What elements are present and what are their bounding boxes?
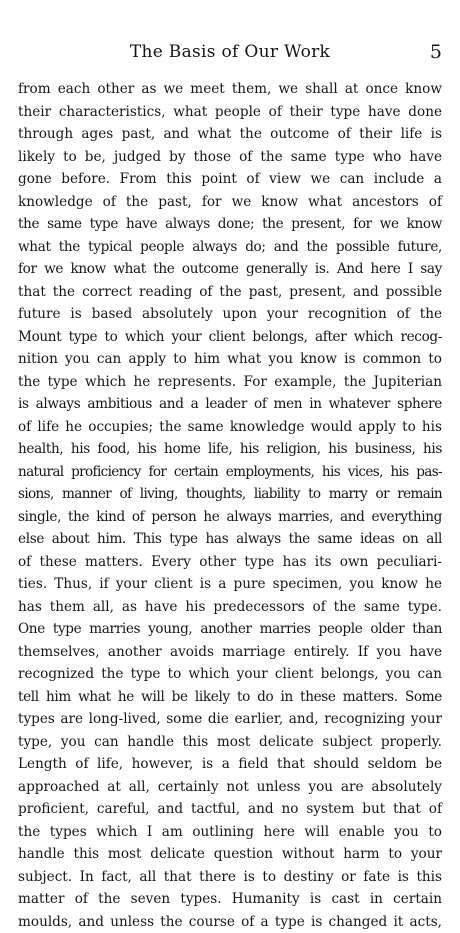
text-line: from each other as we meet them, we shall at once know [18,78,442,101]
text-line: moulds, and unless the course of a type is changed it acts, [18,911,442,933]
text-line: what the typical people always do; and the possible future, [18,236,442,259]
text-line: tell him what he will be likely to do in these matters. Some [18,686,442,709]
text-line: proficient, careful, and tactful, and no system but that of [18,798,442,821]
text-line: likely to be, judged by those of the same type who have [18,146,442,169]
text-line: knowledge of the past, for we know what ancestors of [18,191,442,214]
text-line: recognized the type to which your client belongs, you can [18,663,442,686]
text-line: Mount type to which your client belongs, after which recog- [18,326,442,349]
text-line: else about him. This type has always the same ideas on all [18,528,442,551]
text-line: of life he occupies; the same knowledge would apply to his [18,416,442,439]
text-line: is always ambitious and a leader of men in whatever sphere [18,393,442,416]
running-title: The Basis of Our Work [18,40,442,64]
text-line: has them all, as have his predecessors of the same type. [18,596,442,619]
text-line: that the correct reading of the past, present, and possible [18,281,442,304]
text-line: matter of the seven types. Humanity is cast in certain [18,888,442,911]
text-line: subject. In fact, all that there is to destiny or fate is this [18,866,442,889]
text-line: their characteristics, what people of their type have done [18,101,442,124]
text-line: single, the kind of person he always marries, and everything [18,506,442,529]
text-line: type, you can handle this most delicate subject properly. [18,731,442,754]
text-line: gone before. From this point of view we can include a [18,168,442,191]
text-line: for we know what the outcome generally is. And here I say [18,258,442,281]
text-line: the type which he represents. For example, the Jupiterian [18,371,442,394]
text-line: ties. Thus, if your client is a pure specimen, you know he [18,573,442,596]
text-line: natural proficiency for certain employments, his vices, his pas- [18,461,442,484]
body-paragraph [18,78,442,933]
text-line: of these matters. Every other type has its own peculiari- [18,551,442,574]
text-line: One type marries young, another marries people older than [18,618,442,641]
text-line: the types which I am outlining here will enable you to [18,821,442,844]
text-line: types are long-lived, some die earlier, and, recognizing your [18,708,442,731]
page-number: 5 [430,40,442,64]
text-line: the same type have always done; the present, for we know [18,213,442,236]
text-line: sions, manner of living, thoughts, liability to marry or remain [18,483,442,506]
text-line: health, his food, his home life, his religion, his business, his [18,438,442,461]
text-line: themselves, another avoids marriage entirely. If you have [18,641,442,664]
text-line: Length of life, however, is a field that should seldom be [18,753,442,776]
text-line: through ages past, and what the outcome of their life is [18,123,442,146]
text-line: future is based absolutely upon your recognition of the [18,303,442,326]
text-line: approached at all, certainly not unless you are absolutely [18,776,442,799]
text-line: nition you can apply to him what you know is common to [18,348,442,371]
text-line: handle this most delicate question without harm to your [18,843,442,866]
running-header [18,40,442,64]
